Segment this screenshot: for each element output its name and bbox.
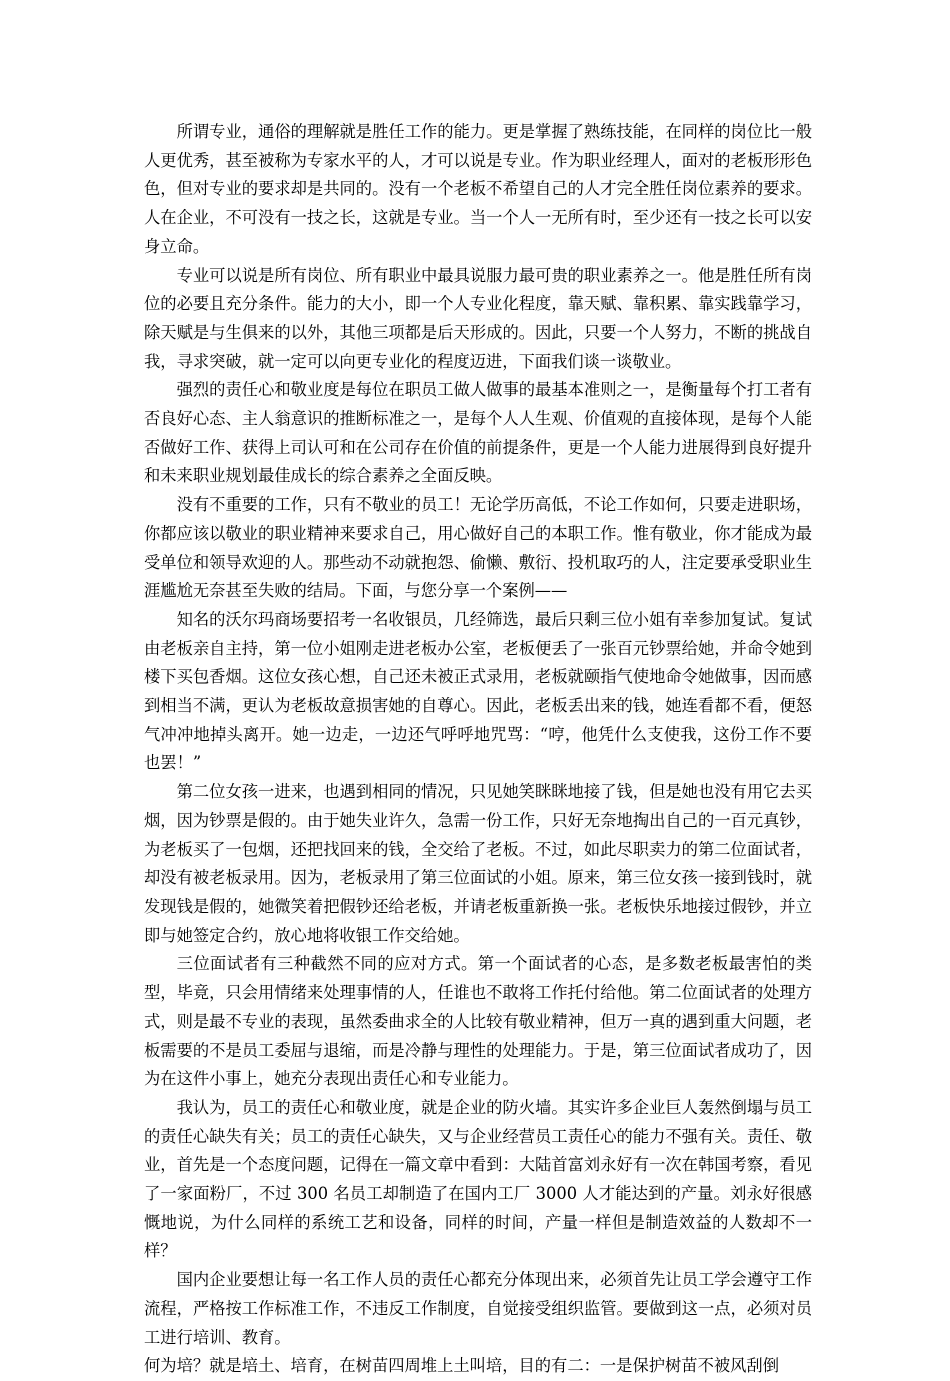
paragraph-what-is-cultivation: 何为培？就是培土、培育，在树苗四周堆上土叫培，目的有二：一是保护树苗不被风刮倒 (144, 1356, 779, 1376)
paragraph-professionalism-definition: 所谓专业，通俗的理解就是胜任工作的能力。更是掌握了熟练技能，在同样的岗位比一般人更优秀，甚至被称为专家水平的人，才可以说是专业。作为职业经理人，面对的老板形形色色，但对专业的要求却是共同的。没有一个老板不希望自己的人才完全胜任岗位素养的要求。人在企业，不可没有一技之长，这就是专业。当一个人一无所有时，至少还有一技之长可以安身立命。 (144, 122, 812, 256)
paragraph-no-unimportant-work: 没有不重要的工作，只有不敬业的员工！无论学历高低，不论工作如何，只要走进职场，你都应该以敬业的职业精神来要求自己，用心做好自己的本职工作。惟有敬业，你才能成为最受单位和领导欢迎的人。那些动不动就抱怨、偷懒、敷衍、投机取巧的人，注定要承受职业生涯尴尬无奈甚至失败的结局。下面，与您分享一个案例—— (144, 495, 812, 601)
paragraph-professional-qualities: 专业可以说是所有岗位、所有职业中最具说服力最可贵的职业素养之一。他是胜任所有岗位的必要且充分条件。能力的大小，即一个人专业化程度，靠天赋、靠积累、靠实践靠学习，除天赋是与生俱来的以外，其他三项都是后天形成的。因此，只要一个人努力，不断的挑战自我，寻求突破，就一定可以向更专业化的程度迈进，下面我们谈一谈敬业。 (144, 265, 812, 371)
document-body (144, 118, 812, 1381)
paragraph-walmart-case-first-candidate: 知名的沃尔玛商场要招考一名收银员，几经筛选，最后只剩三位小姐有幸参加复试。复试由老板亲自主持，第一位小姐刚走进老板办公室，老板便丢了一张百元钞票给她，并命令她到楼下买包香烟。这位女孩心想，自己还未被正式录用，老板就颐指气使地命令她做事，因而感到相当不满，更认为老板故意损害她的自尊心。因此，老板丢出来的钱，她连看都不看，便怒气冲冲地掉头离开。她一边走，一边还气呼呼地咒骂：“哼，他凭什么支使我，这份工作不要也罢！” (144, 609, 812, 773)
paragraph-responsibility-dedication: 强烈的责任心和敬业度是每位在职员工做人做事的最基本准则之一，是衡量每个打工者有否良好心态、主人翁意识的推断标准之一，是每个人人生观、价值观的直接体现，是每个人能否做好工作、获得上司认可和在公司存在价值的前提条件，更是一个人能力进展得到良好提升和未来职业规划最佳成长的综合素养之全面反映。 (144, 380, 812, 486)
paragraph-second-third-candidate: 第二位女孩一进来，也遇到相同的情况，只见她笑眯眯地接了钱，但是她也没有用它去买烟，因为钞票是假的。由于她失业许久，急需一份工作，只好无奈地掏出自己的一百元真钞，为老板买了一包烟，还把找回来的钱，全交给了老板。不过，如此尽职卖力的第二位面试者，却没有被老板录用。因为，老板录用了第三位面试的小姐。原来，第三位女孩一接到钱时，就发现钱是假的，她微笑着把假钞还给老板，并请老板重新换一张。老板快乐地接过假钞，并立即与她签定合约，放心地将收银工作交给她。 (144, 782, 812, 945)
paragraph-three-responses: 三位面试者有三种截然不同的应对方式。第一个面试者的心态，是多数老板最害怕的类型，毕竟，只会用情绪来处理事情的人，任谁也不敢将工作托付给他。第二位面试者的处理方式，则是最不专业的表现，虽然委曲求全的人比较有敬业精神，但万一真的遇到重大问题，老板需要的不是员工委屈与退缩，而是冷静与理性的处理能力。于是，第三位面试者成功了，因为在这件小事上，她充分表现出责任心和专业能力。 (144, 954, 812, 1089)
paragraph-firewall-opinion: 我认为，员工的责任心和敬业度，就是企业的防火墙。其实许多企业巨人轰然倒塌与员工的责任心缺失有关；员工的责任心缺失，又与企业经营员工责任心的能力不强有关。责任、敬业，首先是一个态度问题，记得在一篇文章中看到：大陆首富刘永好有一次在韩国考察，看见了一家面粉厂，不过 300 名员工却制造了在国内工厂 3000 人才能达到的产量。刘永好很感慨地说，为什么同样的系统工艺和设备，同样的时间，产量一样但是制造效益的人数却不一样？ (144, 1097, 812, 1261)
paragraph-domestic-enterprises: 国内企业要想让每一名工作人员的责任心都充分体现出来，必须首先让员工学会遵守工作流程，严格按工作标准工作，不违反工作制度，自觉接受组织监管。要做到这一点，必须对员工进行培训、教育。 (144, 1270, 812, 1347)
